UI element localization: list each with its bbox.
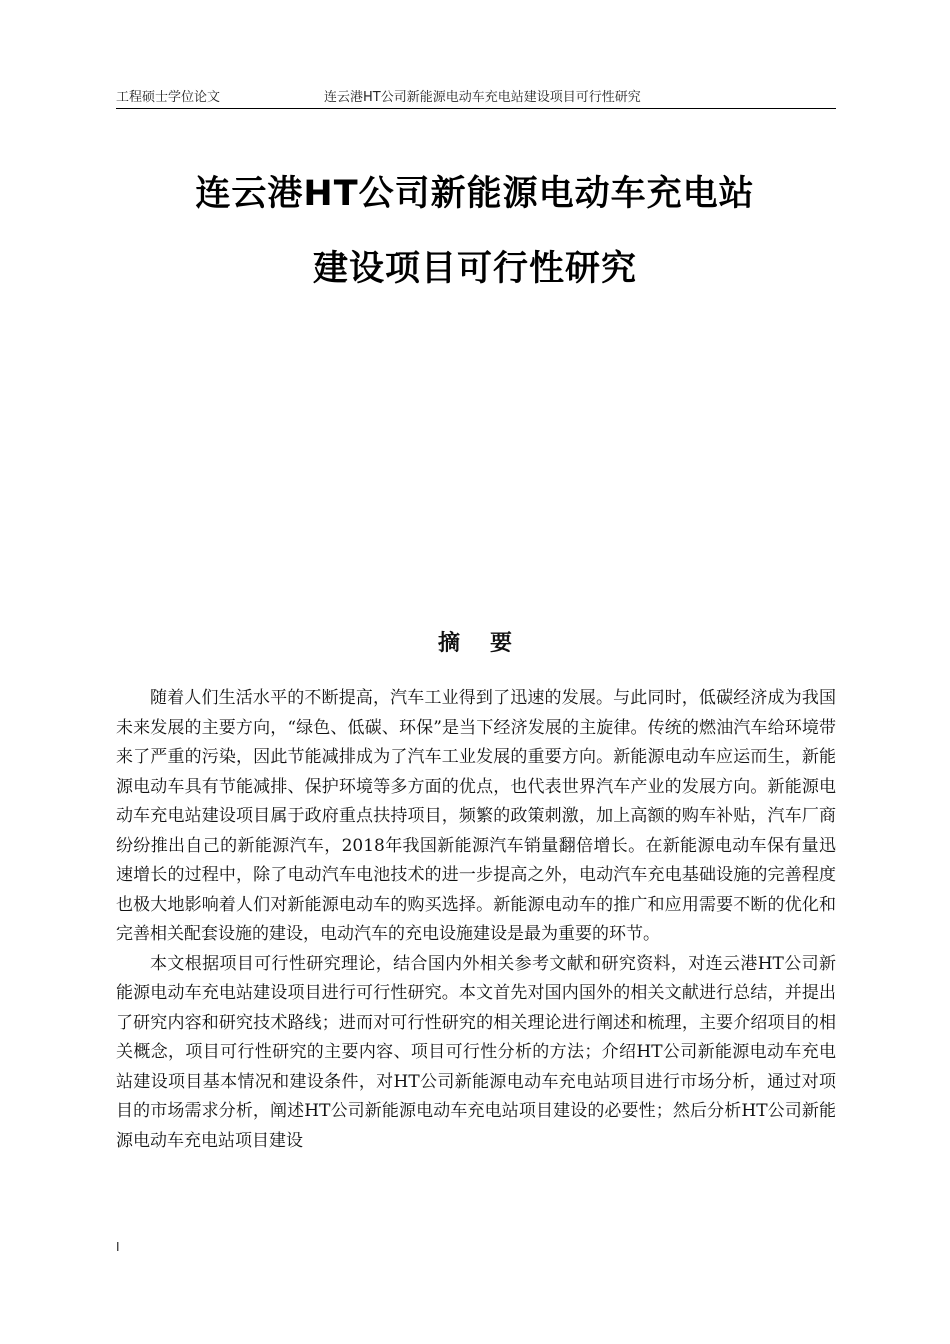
abstract-heading-char-2: 要: [490, 631, 513, 656]
abstract-body: [116, 684, 836, 1156]
header-thesis-type: 工程硕士学位论文: [116, 90, 221, 105]
header-divider: [116, 108, 836, 109]
running-header: [116, 88, 836, 108]
abstract-heading: [0, 626, 950, 657]
page-number: I: [116, 1240, 120, 1254]
abstract-heading-char-1: 摘: [437, 631, 460, 656]
title-line-1: 连云港HT公司新能源电动车充电站: [195, 174, 755, 214]
header-thesis-title: 连云港HT公司新能源电动车充电站建设项目可行性研究: [324, 90, 641, 105]
abstract-paragraph-2: 本文根据项目可行性研究理论，结合国内外相关参考文献和研究资料，对连云港HT公司新能源电动车充电站建设项目进行可行性研究。本文首先对国内国外的相关文献进行总结，并提出了研究内容和研究技术路线；进而对可行性研究的相关理论进行阐述和梳理，主要介绍项目的相关概念，项目可行性研究的主要内容、项目可行性分析的方法；介绍HT公司新能源电动车充电站建设项目基本情况和建设条件，对HT公司新能源电动车充电站项目进行市场分析，通过对项目的市场需求分析，阐述HT公司新能源电动车充电站项目建设的必要性；然后分析HT公司新能源电动车充电站项目建设: [116, 953, 836, 1151]
abstract-paragraph-1: 随着人们生活水平的不断提高，汽车工业得到了迅速的发展。与此同时，低碳经济成为我国未来发展的主要方向，“绿色、低碳、环保”是当下经济发展的主旋律。传统的燃油汽车给环境带来了严重的污染，因此节能减排成为了汽车工业发展的重要方向。新能源电动车应运而生，新能源电动车具有节能减排、保护环境等多方面的优点，也代表世界汽车产业的发展方向。新能源电动车充电站建设项目属于政府重点扶持项目，频繁的政策刺激，加上高额的购车补贴，汽车厂商纷纷推出自己的新能源汽车，2018年我国新能源汽车销量翻倍增长。在新能源电动车保有量迅速增长的过程中，除了电动汽车电池技术的进一步提高之外，电动汽车充电基础设施的完善程度也极大地影响着人们对新能源电动车的购买选择。新能源电动车的推广和应用需要不断的优化和完善相关配套设施的建设，电动汽车的充电设施建设是最为重要的环节。: [116, 688, 836, 944]
title-line-2: 建设项目可行性研究: [312, 249, 637, 289]
